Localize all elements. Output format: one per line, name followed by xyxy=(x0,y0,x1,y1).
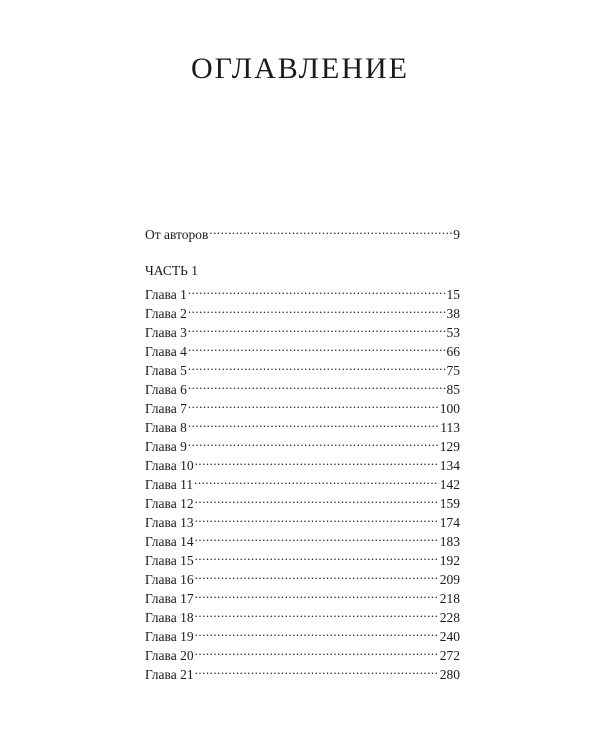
leader-dots xyxy=(188,432,439,451)
toc-entry-page: 228 xyxy=(439,610,460,625)
toc-entry-page: 272 xyxy=(439,648,460,663)
toc-entry-label: Глава 8 xyxy=(145,420,187,435)
leader-dots xyxy=(195,527,439,546)
toc-entry-label: От авторов xyxy=(145,227,209,242)
toc-entry-page: 183 xyxy=(439,534,460,549)
toc-entry-label: Глава 13 xyxy=(145,515,194,530)
toc-entry-chapter-7[interactable] xyxy=(145,394,460,416)
chapter-list xyxy=(145,280,460,682)
toc-entry-chapter-3[interactable] xyxy=(145,318,460,340)
toc-entry-label: Глава 3 xyxy=(145,325,187,340)
toc-entry-label: Глава 14 xyxy=(145,534,194,549)
toc-entry-chapter-5[interactable] xyxy=(145,356,460,378)
toc-entry-page: 100 xyxy=(439,401,460,416)
toc-entry-page: 174 xyxy=(439,515,460,530)
leader-dots xyxy=(195,603,439,622)
leader-dots xyxy=(188,280,446,299)
toc-entry-page: 129 xyxy=(439,439,460,454)
leader-dots xyxy=(194,470,439,489)
leader-dots xyxy=(195,508,439,527)
leader-dots xyxy=(188,337,446,356)
toc-entry-label: Глава 1 xyxy=(145,287,187,302)
toc-entry-label: Глава 17 xyxy=(145,591,194,606)
toc-entry-label: Глава 2 xyxy=(145,306,187,321)
toc-entry-chapter-4[interactable] xyxy=(145,337,460,359)
toc-entry-label: Глава 20 xyxy=(145,648,194,663)
toc-entry-label: Глава 9 xyxy=(145,439,187,454)
toc-entry-page: 159 xyxy=(439,496,460,511)
toc-entry-label: Глава 5 xyxy=(145,363,187,378)
toc-entry-page: 280 xyxy=(439,667,460,682)
toc-entry-chapter-1[interactable] xyxy=(145,280,460,302)
toc-entry-label: Глава 19 xyxy=(145,629,194,644)
toc-entry-chapter-8[interactable] xyxy=(145,413,460,435)
toc-entry-label: Глава 16 xyxy=(145,572,194,587)
leader-dots xyxy=(195,622,439,641)
leader-dots xyxy=(195,565,439,584)
toc-entry-intro[interactable] xyxy=(145,220,460,242)
leader-dots xyxy=(188,356,446,375)
toc-entry-page: 240 xyxy=(439,629,460,644)
toc-entry-page: 192 xyxy=(439,553,460,568)
leader-dots xyxy=(188,394,439,413)
table-of-contents xyxy=(145,220,460,682)
leader-dots xyxy=(188,299,446,318)
toc-entry-label: Глава 6 xyxy=(145,382,187,397)
toc-entry-label: Глава 4 xyxy=(145,344,187,359)
toc-entry-label: Глава 15 xyxy=(145,553,194,568)
toc-entry-page: 134 xyxy=(439,458,460,473)
leader-dots xyxy=(188,318,446,337)
toc-entry-page: 53 xyxy=(446,325,460,340)
page-title: ОГЛАВЛЕНИЕ xyxy=(191,52,409,85)
toc-entry-label: Глава 21 xyxy=(145,667,194,682)
leader-dots xyxy=(195,451,439,470)
toc-entry-page: 209 xyxy=(439,572,460,587)
toc-entry-page: 66 xyxy=(446,344,460,359)
toc-entry-label: Глава 12 xyxy=(145,496,194,511)
leader-dots xyxy=(195,546,439,565)
toc-entry-chapter-2[interactable] xyxy=(145,299,460,321)
toc-entry-chapter-9[interactable] xyxy=(145,432,460,454)
toc-entry-label: Глава 7 xyxy=(145,401,187,416)
toc-entry-page: 85 xyxy=(446,382,460,397)
toc-entry-page: 75 xyxy=(446,363,460,378)
leader-dots xyxy=(195,489,439,508)
leader-dots xyxy=(209,220,452,239)
toc-entry-page: 218 xyxy=(439,591,460,606)
toc-entry-chapter-10[interactable] xyxy=(145,451,460,473)
toc-entry-label: Глава 18 xyxy=(145,610,194,625)
leader-dots xyxy=(195,660,439,679)
toc-entry-page: 38 xyxy=(446,306,460,321)
part-heading: ЧАСТЬ 1 xyxy=(145,263,198,278)
leader-dots xyxy=(188,375,446,394)
toc-entry-label: Глава 10 xyxy=(145,458,194,473)
leader-dots xyxy=(195,641,439,660)
leader-dots xyxy=(195,584,439,603)
toc-entry-label: Глава 11 xyxy=(145,477,194,492)
toc-entry-page: 15 xyxy=(446,287,460,302)
leader-dots xyxy=(188,413,439,432)
toc-entry-page: 113 xyxy=(440,420,460,435)
toc-entry-page: 9 xyxy=(453,227,460,242)
toc-entry-chapter-6[interactable] xyxy=(145,375,460,397)
toc-entry-page: 142 xyxy=(439,477,460,492)
